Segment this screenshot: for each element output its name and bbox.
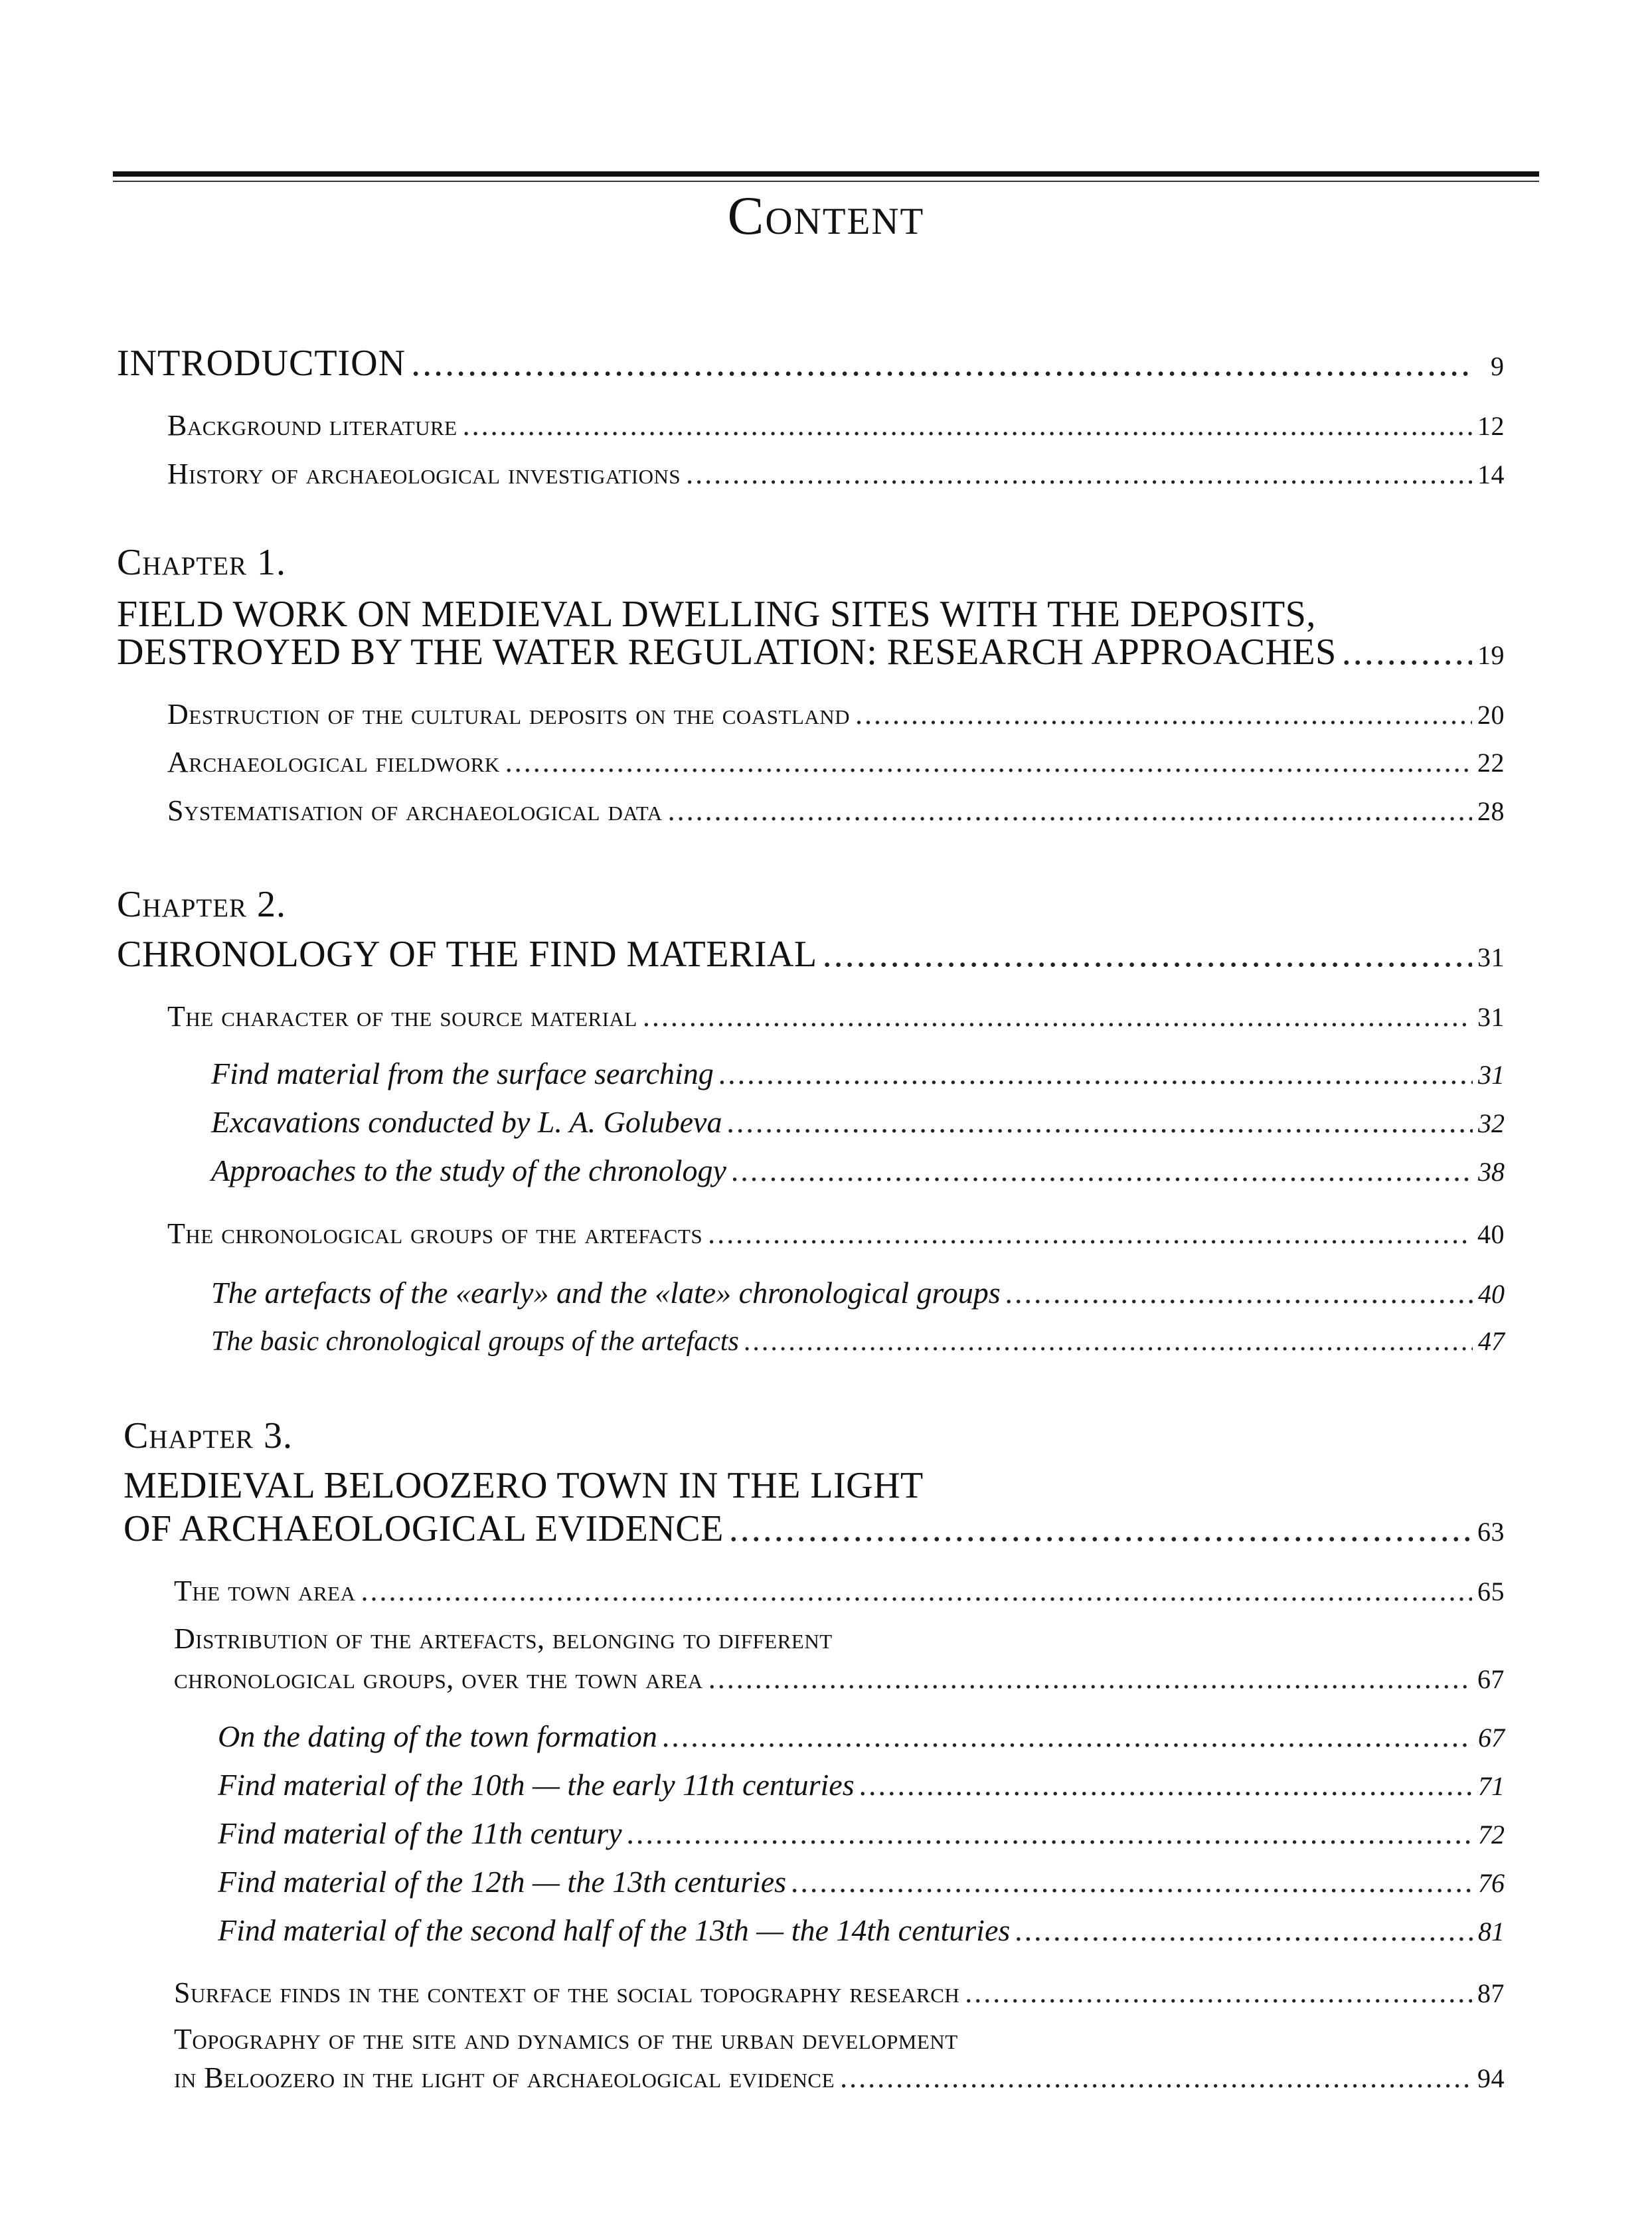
distribution-label-line2: chronological groups, over the town area bbox=[174, 1662, 703, 1695]
toc-entry-label: The town area bbox=[174, 1575, 356, 1607]
toc-entry-page: 47 bbox=[1478, 1326, 1505, 1356]
toc-entry-page: 40 bbox=[1478, 1279, 1505, 1309]
chapter-3-title-line1: MEDIEVAL BELOOZERO TOWN IN THE LIGHT bbox=[124, 1465, 924, 1506]
leader-dots bbox=[719, 1056, 1473, 1091]
toc-entry-page: 20 bbox=[1477, 700, 1505, 730]
toc-entry-destruction-deposits[interactable] bbox=[167, 697, 1505, 731]
toc-entry-background-literature[interactable] bbox=[167, 408, 1505, 442]
leader-dots bbox=[708, 1662, 1472, 1695]
chapter-3-title-line2: OF ARCHAEOLOGICAL EVIDENCE bbox=[124, 1508, 724, 1549]
toc-entry-label: Archaeological fieldwork bbox=[167, 746, 500, 778]
page-title: Content bbox=[727, 185, 925, 246]
toc-entry-archaeological-fieldwork[interactable] bbox=[167, 745, 1505, 779]
toc-entry-10th-11th[interactable] bbox=[218, 1767, 1505, 1802]
leader-dots bbox=[791, 1864, 1473, 1899]
toc-entry-label: Find material of the 10th — the early 11th centuries bbox=[218, 1768, 855, 1802]
toc-entry-label: Background literature bbox=[167, 409, 457, 442]
chapter-2-title: CHRONOLOGY OF THE FIND MATERIAL bbox=[117, 934, 817, 975]
toc-entry-source-material[interactable] bbox=[167, 999, 1505, 1033]
toc-entry-13th-14th[interactable] bbox=[218, 1913, 1505, 1948]
toc-entry-chapter-2[interactable] bbox=[117, 933, 1505, 976]
toc-entry-page: 31 bbox=[1477, 942, 1505, 972]
topography-label-line2: in Beloozero in the light of archaeological evidence bbox=[174, 2061, 835, 2094]
toc-entry-page: 63 bbox=[1477, 1517, 1505, 1547]
leader-dots bbox=[1342, 631, 1472, 673]
toc-entry-11th-century[interactable] bbox=[218, 1816, 1505, 1851]
leader-dots bbox=[732, 1153, 1473, 1188]
chapter-1-title-line2: DESTROYED BY THE WATER REGULATION: RESEARCH APPROACHES bbox=[117, 632, 1337, 673]
toc-entry-page: 81 bbox=[1478, 1917, 1505, 1946]
toc-entry-page: 67 bbox=[1478, 1723, 1505, 1753]
toc-entry-label: INTRODUCTION bbox=[117, 343, 406, 384]
toc-entry-town-formation[interactable] bbox=[218, 1719, 1505, 1754]
toc-entry-label: Find material of the 11th century bbox=[218, 1816, 622, 1850]
toc-entry-page: 31 bbox=[1477, 1002, 1505, 1032]
leader-dots bbox=[823, 933, 1472, 976]
toc-entry-label: Excavations conducted by L. A. Golubeva bbox=[211, 1105, 722, 1139]
leader-dots bbox=[965, 1976, 1472, 2010]
toc-entry-basic-groups[interactable] bbox=[211, 1326, 1505, 1357]
leader-dots bbox=[708, 1217, 1472, 1250]
toc-entry-town-area[interactable] bbox=[174, 1574, 1505, 1608]
toc-entry-label: The chronological groups of the artefacts bbox=[167, 1217, 703, 1250]
leader-dots bbox=[627, 1816, 1473, 1851]
chapter-2-heading: Chapter 2. bbox=[117, 884, 287, 925]
toc-entry-label: On the dating of the town formation bbox=[218, 1719, 657, 1753]
toc-entry-page: 67 bbox=[1477, 1664, 1505, 1694]
toc-entry-chronology-approaches[interactable] bbox=[211, 1153, 1505, 1188]
toc-entry-page: 12 bbox=[1477, 411, 1505, 441]
leader-dots bbox=[505, 745, 1472, 779]
toc-entry-label: The character of the source material bbox=[167, 1000, 637, 1033]
leader-dots bbox=[668, 794, 1472, 827]
toc-entry-label: Find material from the surface searching bbox=[211, 1057, 714, 1090]
toc-entry-page: 71 bbox=[1478, 1771, 1505, 1801]
leader-dots bbox=[361, 1574, 1473, 1608]
toc-entry-surface-finds[interactable] bbox=[174, 1976, 1505, 2010]
toc-entry-chronological-groups[interactable] bbox=[167, 1217, 1505, 1250]
leader-dots bbox=[411, 342, 1473, 385]
toc-entry-label: The basic chronological groups of the artefacts bbox=[211, 1326, 739, 1357]
distribution-label-line1: Distribution of the artefacts, belonging to different bbox=[174, 1622, 833, 1655]
toc-entry-label: The artefacts of the «early» and the «late» chronological groups bbox=[211, 1276, 1001, 1310]
toc-entry-label: History of archaeological investigations bbox=[167, 458, 681, 490]
leader-dots bbox=[727, 1104, 1473, 1140]
leader-dots bbox=[855, 697, 1472, 731]
toc-entry-page: 65 bbox=[1477, 1577, 1505, 1606]
toc-entry-label: Surface finds in the context of the social topography research bbox=[174, 1976, 960, 2009]
toc-entry-chapter-1[interactable] bbox=[117, 631, 1505, 673]
toc-entry-page: 31 bbox=[1478, 1060, 1505, 1090]
toc-entry-page: 28 bbox=[1477, 796, 1505, 826]
leader-dots bbox=[643, 999, 1472, 1033]
toc-entry-introduction[interactable] bbox=[117, 342, 1505, 385]
top-rule-thin bbox=[113, 181, 1539, 182]
leader-dots bbox=[729, 1508, 1472, 1550]
leader-dots bbox=[860, 1767, 1473, 1802]
leader-dots bbox=[686, 457, 1472, 491]
toc-entry-golubeva-excavations[interactable] bbox=[211, 1104, 1505, 1140]
toc-entry-page: 32 bbox=[1478, 1108, 1505, 1138]
toc-entry-chapter-3[interactable] bbox=[124, 1508, 1505, 1550]
toc-entry-label: Find material of the second half of the 13th — the 14th centuries bbox=[218, 1913, 1011, 1947]
toc-entry-surface-searching[interactable] bbox=[211, 1056, 1505, 1091]
top-rule bbox=[113, 171, 1539, 177]
toc-entry-label: Destruction of the cultural deposits on the coastland bbox=[167, 698, 850, 731]
toc-entry-label: Approaches to the study of the chronology bbox=[211, 1154, 726, 1187]
chapter-1-title-line1: FIELD WORK ON MEDIEVAL DWELLING SITES WITH THE DEPOSITS, bbox=[117, 594, 1316, 635]
leader-dots bbox=[463, 408, 1472, 442]
toc-entry-distribution[interactable] bbox=[174, 1662, 1505, 1695]
toc-entry-12th-13th[interactable] bbox=[218, 1864, 1505, 1899]
topography-label-line1: Topography of the site and dynamics of the urban development bbox=[174, 2023, 958, 2055]
chapter-3-heading: Chapter 3. bbox=[124, 1415, 293, 1456]
leader-dots bbox=[840, 2061, 1472, 2095]
toc-entry-page: 22 bbox=[1477, 748, 1505, 778]
toc-entry-topography[interactable] bbox=[174, 2061, 1505, 2095]
toc-entry-label: Systematisation of archaeological data bbox=[167, 794, 663, 827]
toc-entry-page: 38 bbox=[1478, 1157, 1505, 1187]
toc-entry-page: 40 bbox=[1477, 1219, 1505, 1249]
chapter-1-heading: Chapter 1. bbox=[117, 542, 287, 583]
toc-entry-page: 94 bbox=[1477, 2063, 1505, 2093]
toc-entry-history-investigations[interactable] bbox=[167, 457, 1505, 491]
toc-entry-page: 19 bbox=[1477, 640, 1505, 670]
toc-entry-page: 72 bbox=[1478, 1820, 1505, 1850]
toc-entry-page: 76 bbox=[1478, 1868, 1505, 1898]
leader-dots bbox=[744, 1326, 1473, 1357]
toc-entry-systematisation[interactable] bbox=[167, 794, 1505, 827]
toc-entry-early-late-groups[interactable] bbox=[211, 1275, 1505, 1310]
leader-dots bbox=[1006, 1275, 1473, 1310]
leader-dots bbox=[663, 1719, 1473, 1754]
toc-entry-page: 87 bbox=[1477, 1978, 1505, 2008]
leader-dots bbox=[1015, 1913, 1473, 1948]
toc-entry-page: 9 bbox=[1491, 351, 1505, 381]
toc-entry-page: 14 bbox=[1477, 460, 1505, 489]
toc-entry-label: Find material of the 12th — the 13th centuries bbox=[218, 1865, 787, 1899]
